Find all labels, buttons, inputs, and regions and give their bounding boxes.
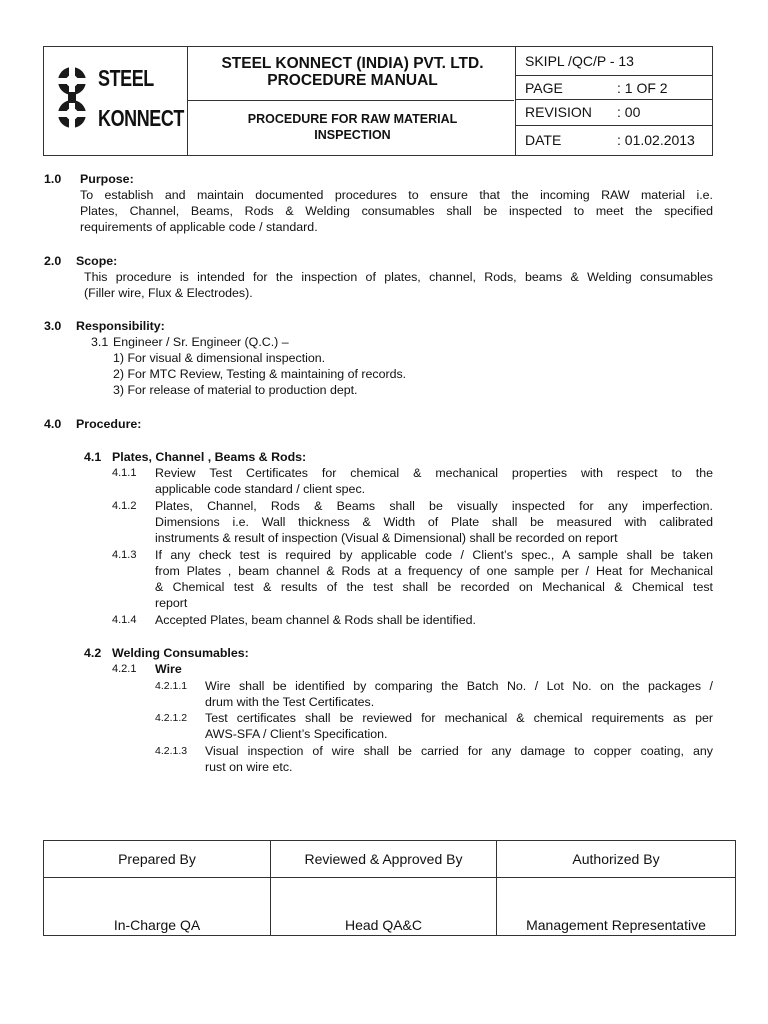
section-4-2-1-number: 4.2.1 [112,663,137,675]
reviewed-by-header: Reviewed & Approved By [304,851,463,867]
clause-text: Visual inspection of wire shall be carried for any damage to copper coating, any [205,744,713,758]
authorized-by-header: Authorized By [572,851,660,867]
date-value: : 01.02.2013 [617,132,695,148]
clause-text: report [155,596,188,610]
responsibility-item: 2) For MTC Review, Testing & maintaining of records. [113,367,407,381]
section-4-2-heading: Welding Consumables: [112,646,249,660]
clause-text: Wire shall be identified by comparing the Batch No. / Lot No. on the packages / [205,679,713,693]
section-2-text: (Filler wire, Flux & Electrodes). [84,286,253,300]
page-label: PAGE [525,80,563,96]
logo-text-steel: STEEL [98,65,154,91]
section-4-1-number: 4.1 [84,450,102,464]
clause-text: Accepted Plates, beam channel & Rods shall be identified. [155,613,476,627]
section-2-number: 2.0 [44,254,62,268]
section-1-text: requirements of applicable code / standard. [80,220,318,234]
revision-value: : 00 [617,104,641,120]
logo-text-konnect: KONNECT [98,105,184,131]
clause-number: 4.2.1.1 [155,680,188,692]
revision-label: REVISION [525,104,592,120]
section-2-text: This procedure is intended for the inspection of plates, channel, Rods, beams & Welding consumables [84,270,713,284]
document-header [43,46,713,156]
clause-number: 4.2.1.3 [155,745,188,757]
clause-text: drum with the Test Certificates. [205,695,375,709]
section-2-heading: Scope: [76,254,118,268]
section-3-heading: Responsibility: [76,319,165,333]
prepared-by-header: Prepared By [118,851,196,867]
clause-text: instruments & result of inspection (Visual & Dimensional) shall be recorded on report [155,531,618,545]
section-4-number: 4.0 [44,417,62,431]
section-4-heading: Procedure: [76,417,142,431]
manual-title: PROCEDURE MANUAL [267,72,438,89]
approval-table [43,840,736,936]
section-4-1-heading: Plates, Channel , Beams & Rods: [112,450,307,464]
section-1-number: 1.0 [44,172,62,186]
section-1-heading: Purpose: [80,172,134,186]
section-1-text: To establish and maintain documented procedures to ensure that the incoming RAW material i.e. [80,188,713,202]
clause-text: AWS-SFA / Client’s Specification. [205,727,388,741]
date-label: DATE [525,132,562,148]
doc-title-line2: INSPECTION [314,128,391,142]
clause-text: Review Test Certificates for chemical & mechanical properties with respect to the [155,466,713,480]
responsibility-item: 3) For release of material to production dept. [113,383,358,397]
section-4-2-number: 4.2 [84,646,102,660]
authorized-by-value: Management Representative [526,917,706,933]
clause-text: Test certificates shall be reviewed for mechanical & chemical requirements as per [205,711,713,725]
doc-number: SKIPL /QC/P - 13 [525,53,634,69]
clause-number: 4.1.4 [112,614,137,626]
clause-text: Dimensions i.e. Wall thickness & Width of Plate shall be measured with calibrated [155,515,713,529]
clause-number: 4.1.2 [112,500,137,512]
clause-text: Plates, Channel, Rods & Beams shall be visually inspected for any imperfection. [155,499,713,513]
company-logo-icon [54,64,90,132]
clause-number: 4.2.1.2 [155,712,188,724]
reviewed-by-value: Head QA&C [344,917,423,933]
clause-text: applicable code standard / client spec. [155,482,366,496]
section-3-number: 3.0 [44,319,62,333]
clause-text: from Plates , beam channel & Rods at a frequency of one sample per / Heat for Mechanical [155,564,713,578]
clause-number: 4.1.3 [112,549,137,561]
doc-title-line1: PROCEDURE FOR RAW MATERIAL [247,112,458,126]
section-4-2-1-heading: Wire [155,662,182,676]
section-1-text: Plates, Channel, Beams, Rods & Welding consumables shall be inspected to meet the specified [80,204,713,218]
clause-text: rust on wire etc. [205,760,293,774]
section-3-1-number: 3.1 [91,335,109,349]
company-name: STEEL KONNECT (INDIA) PVT. LTD. [221,55,484,72]
responsibility-item: 1) For visual & dimensional inspection. [113,351,326,365]
prepared-by-value: In-Charge QA [113,917,201,933]
clause-number: 4.1.1 [112,467,137,479]
section-3-1-text: Engineer / Sr. Engineer (Q.C.) – [113,335,289,349]
clause-text: If any check test is required by applicable code / Client’s spec., A sample shall be taken [155,548,713,562]
page-value: : 1 OF 2 [617,80,668,96]
clause-text: & Chemical test & results of the test shall be recorded on Mechanical & Chemical test [155,580,713,594]
